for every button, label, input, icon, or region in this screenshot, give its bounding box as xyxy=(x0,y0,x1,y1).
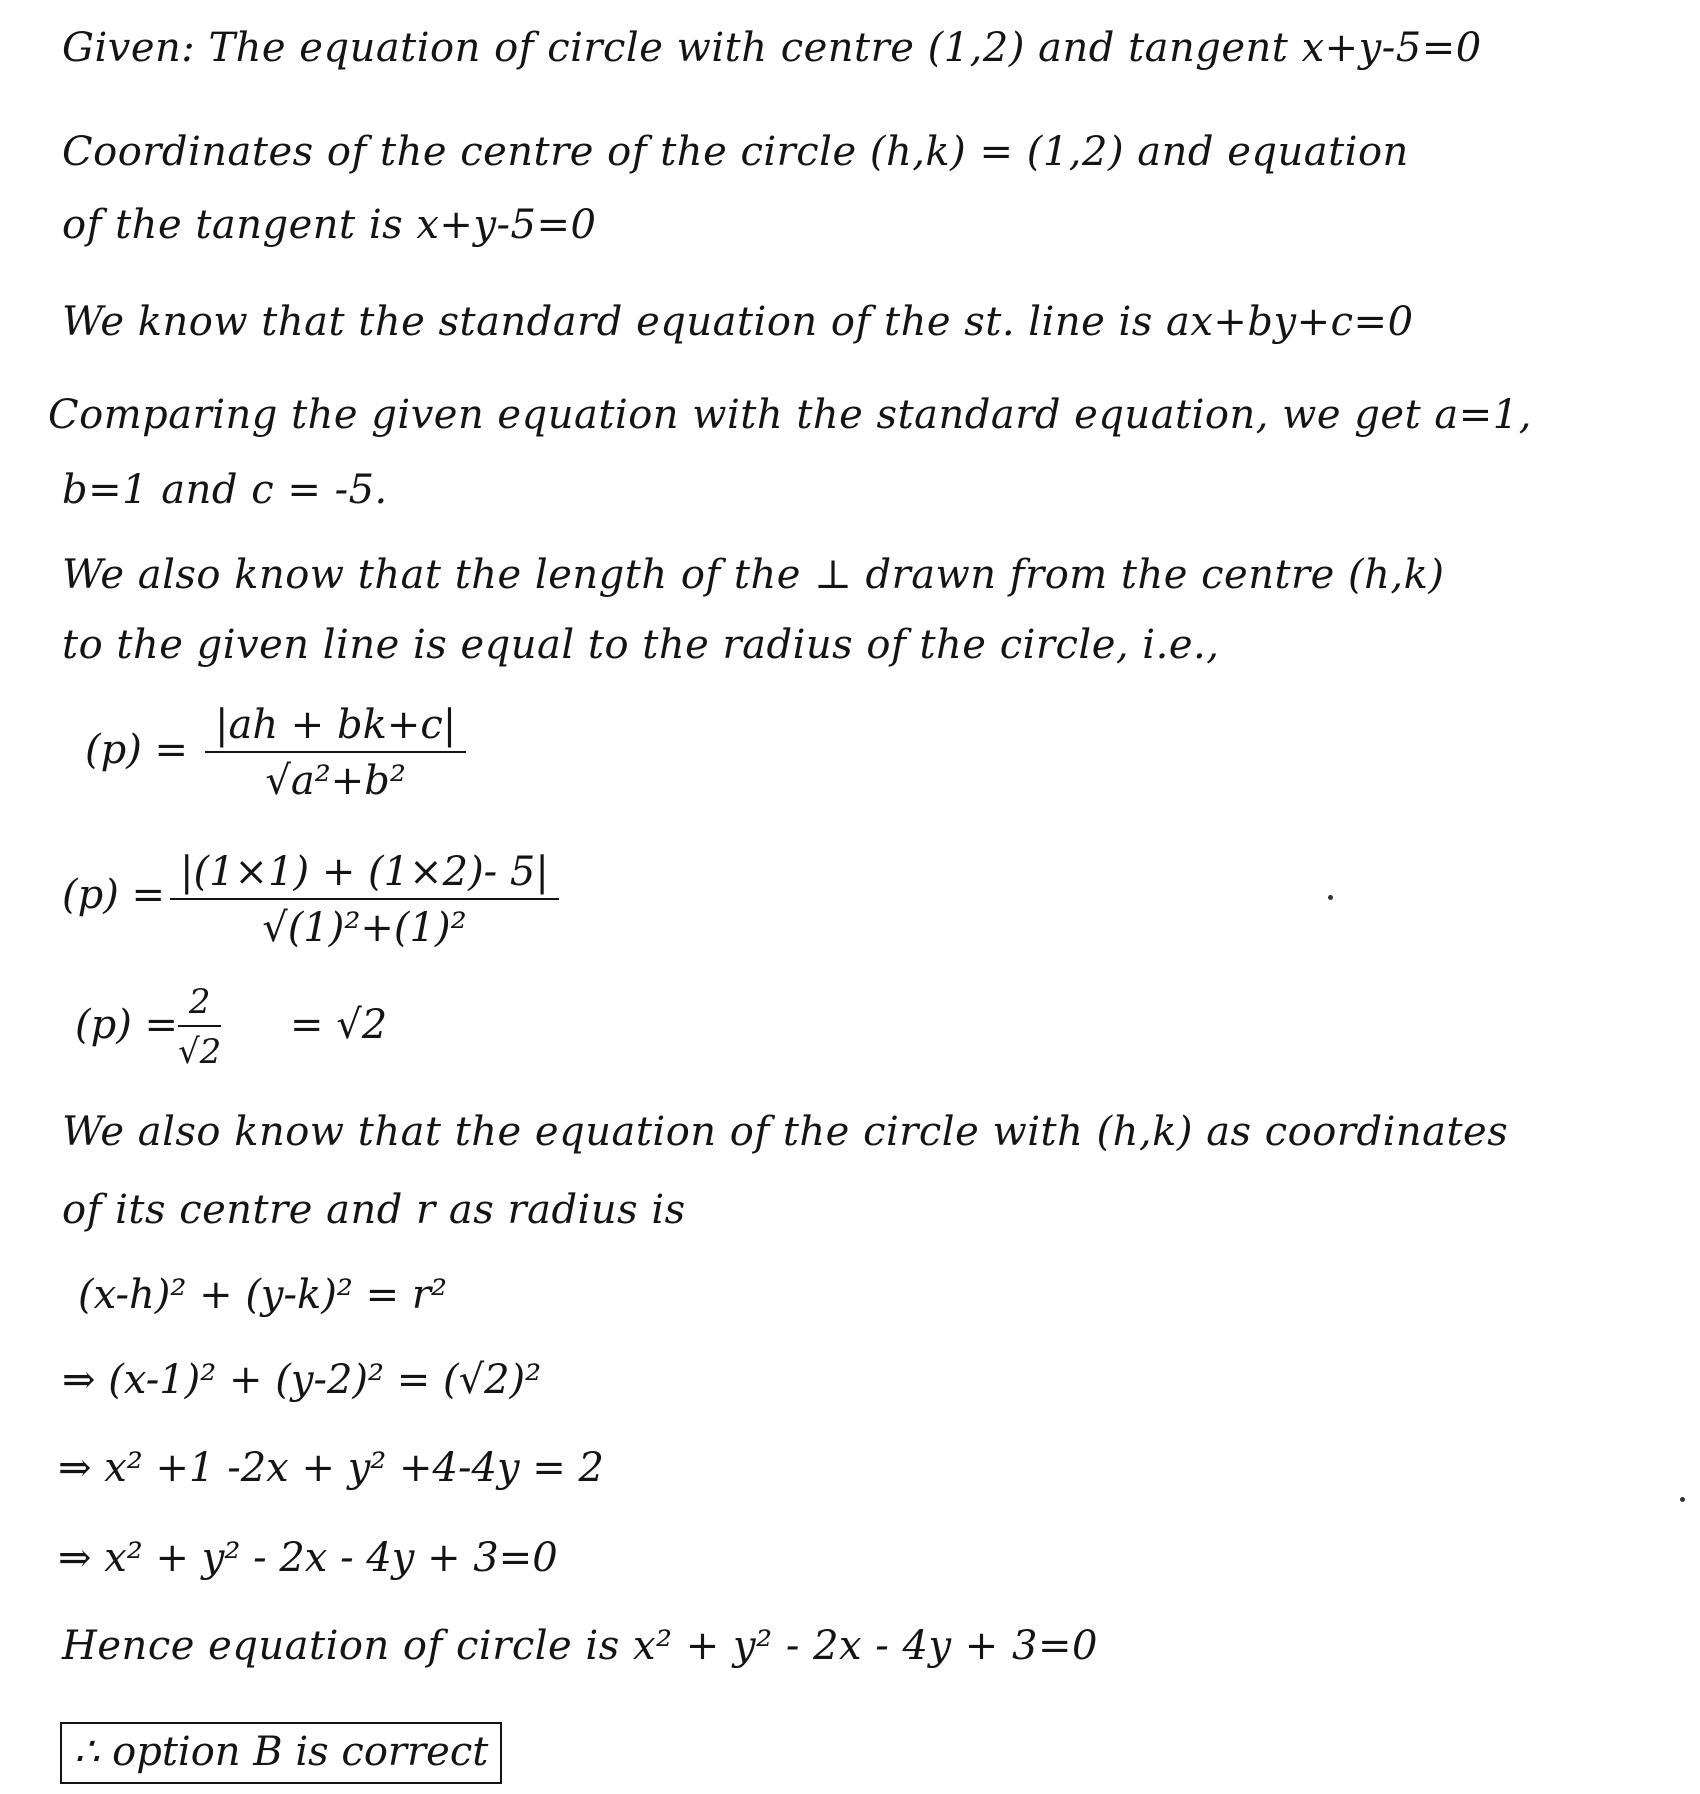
formula1-numerator: |ah + bk+c| xyxy=(205,705,466,753)
step-expand: ⇒ x² +1 -2x + y² +4-4y = 2 xyxy=(58,1445,604,1491)
formula1-denominator: √a²+b² xyxy=(265,758,406,804)
centre-coordinates-line: Coordinates of the centre of the circle (h,k) = (1,2) and equation xyxy=(62,129,1409,175)
formula1-lhs: (p) = xyxy=(85,727,189,773)
step-simplify: ⇒ x² + y² - 2x - 4y + 3=0 xyxy=(58,1535,558,1581)
comparing-line: Comparing the given equation with the standard equation, we get a=1, xyxy=(48,392,1532,438)
centre-radius-line: of its centre and r as radius is xyxy=(62,1187,686,1233)
stray-mark xyxy=(1328,895,1333,900)
formula3-denominator: √2 xyxy=(178,1032,222,1072)
step-substitute: ⇒ (x-1)² + (y-2)² = (√2)² xyxy=(62,1357,542,1403)
perpendicular-length-line: We also know that the length of the ⊥ drawn from the centre (h,k) xyxy=(62,552,1445,598)
formula2-fraction xyxy=(170,849,559,951)
formula2-lhs: (p) = xyxy=(62,872,166,918)
formula2-denominator: √(1)²+(1)² xyxy=(262,905,467,951)
coefficients-line: b=1 and c = -5. xyxy=(62,467,388,513)
formula3-lhs: (p) = xyxy=(75,1002,179,1048)
formula3-fraction xyxy=(178,982,222,1072)
answer-box: ∴ option B is correct xyxy=(60,1722,502,1784)
formula2-numerator: |(1×1) + (1×2)- 5| xyxy=(170,852,559,900)
conclusion-line: Hence equation of circle is x² + y² - 2x - 4y + 3=0 xyxy=(62,1623,1098,1669)
standard-line-equation: We know that the standard equation of the st. line is ax+by+c=0 xyxy=(62,299,1414,345)
step-standard-form: (x-h)² + (y-k)² = r² xyxy=(78,1272,448,1318)
formula3-result: = √2 xyxy=(290,1002,388,1048)
given-line: Given: The equation of circle with centre (1,2) and tangent x+y-5=0 xyxy=(62,25,1482,71)
formula1-fraction xyxy=(205,702,466,804)
tangent-equation-line: of the tangent is x+y-5=0 xyxy=(62,202,597,248)
formula3-numerator: 2 xyxy=(178,985,221,1027)
stray-mark xyxy=(1680,1497,1685,1502)
circle-equation-statement: We also know that the equation of the circle with (h,k) as coordinates xyxy=(62,1109,1509,1155)
radius-statement-line: to the given line is equal to the radius of the circle, i.e., xyxy=(62,622,1220,668)
